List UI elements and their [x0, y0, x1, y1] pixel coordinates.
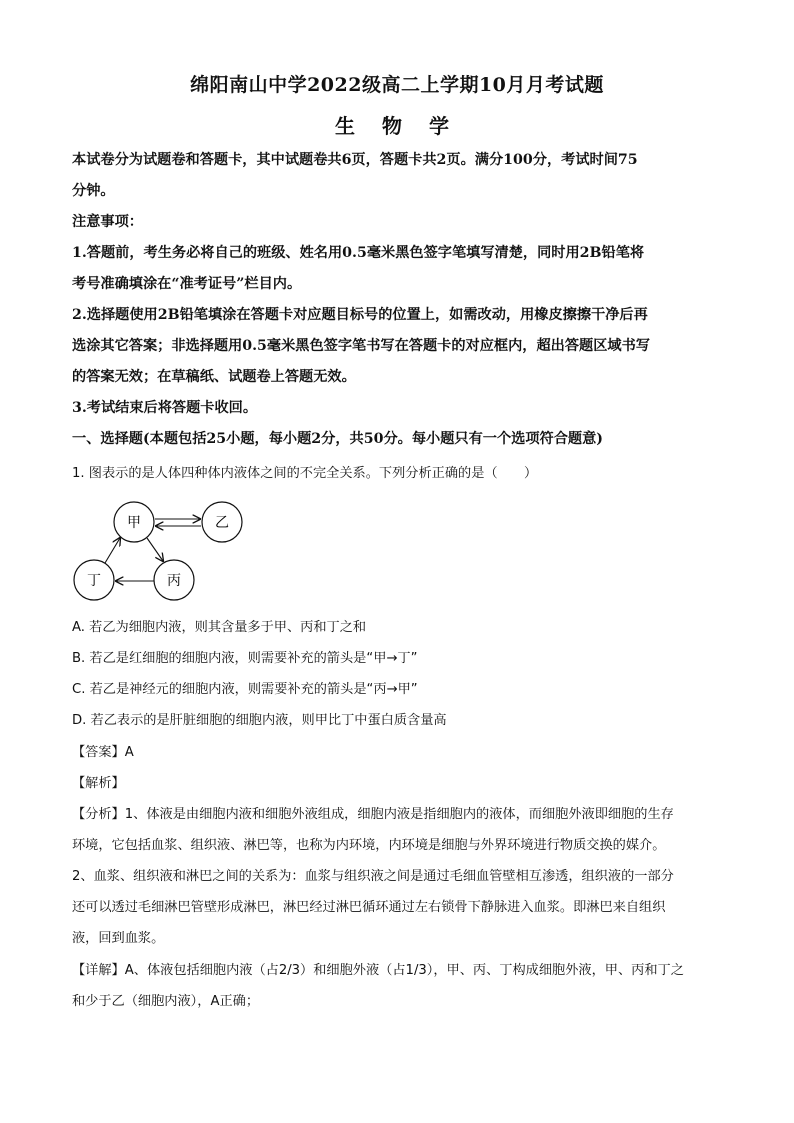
analysis-line: 和少于乙（细胞内液），A正确；	[72, 994, 260, 1009]
analysis-line: 【分析】1、体液是由细胞内液和细胞外液组成，细胞内液是指细胞内的液体，而细胞外液即细胞的生存	[72, 807, 674, 822]
arrow-jia-to-bing	[147, 538, 163, 561]
notes-heading: 注意事项：	[72, 214, 143, 230]
note-3: 3.考试结束后将答题卡收回。	[72, 400, 258, 416]
analysis-line: 2、血浆、组织液和淋巴之间的关系为：血浆与组织液之间是通过毛细血管壁相互渗透，组织液的一部分	[72, 869, 674, 884]
node-label-ding: 丁	[87, 573, 101, 589]
analysis-label: 【解析】	[72, 776, 125, 791]
analysis-line: 【详解】A、体液包括细胞内液（占2/3）和细胞外液（占1/3），甲、丙、丁构成细胞外液，甲、丙和丁之	[72, 963, 684, 978]
note-line: 1.答题前，考生务必将自己的班级、姓名用0.5毫米黑色签字笔填写清楚，同时用2B铅笔将	[72, 245, 645, 261]
analysis-line: 液，回到血浆。	[72, 931, 165, 946]
option-c: C. 若乙是神经元的细胞内液，则需要补充的箭头是“丙→甲”	[72, 682, 418, 697]
answer-line: 【答案】A	[72, 745, 134, 760]
detail-paragraph	[72, 955, 722, 1017]
analysis-line: 还可以透过毛细淋巴管壁形成淋巴，淋巴经过淋巴循环通过左右锁骨下静脉进入血浆。即淋巴来自组织	[72, 900, 666, 915]
section-heading: 一、选择题(本题包括25小题，每小题2分，共50分。每小题只有一个选项符合题意)	[72, 431, 603, 447]
intro-paragraph	[72, 145, 722, 207]
fluid-relationship-diagram	[70, 498, 250, 604]
note-line: 选涂其它答案；非选择题用0.5毫米黑色签字笔书写在答题卡的对应框内，超出答题区域书写	[72, 338, 650, 354]
arrow-ding-to-jia	[105, 538, 120, 563]
analysis-paragraph-2	[72, 861, 722, 954]
node-label-bing: 丙	[167, 573, 181, 589]
node-label-jia: 甲	[127, 515, 141, 531]
intro-line: 本试卷分为试题卷和答题卡，其中试题卷共6页，答题卡共2页。满分100分，考试时间75	[72, 152, 638, 168]
option-a: A. 若乙为细胞内液，则其含量多于甲、丙和丁之和	[72, 620, 367, 635]
subject-title: 生 物 学	[335, 114, 459, 138]
analysis-paragraph-1	[72, 799, 722, 861]
note-line: 2.选择题使用2B铅笔填涂在答题卡对应题目标号的位置上，如需改动，用橡皮擦擦干净后再	[72, 307, 648, 323]
page-title: 绵阳南山中学2022级高二上学期10月月考试题	[190, 74, 604, 96]
note-line: 的答案无效；在草稿纸、试题卷上答题无效。	[72, 369, 356, 385]
option-d: D. 若乙表示的是肝脏细胞的细胞内液，则甲比丁中蛋白质含量高	[72, 713, 447, 728]
node-label-yi: 乙	[215, 515, 229, 531]
note-1	[72, 238, 722, 300]
note-line: 考号准确填涂在“准考证号”栏目内。	[72, 276, 302, 292]
note-2	[72, 300, 722, 393]
analysis-line: 环境，它包括血浆、组织液、淋巴等，也称为内环境，内环境是细胞与外界环境进行物质交换的媒介。	[72, 838, 666, 853]
option-b: B. 若乙是红细胞的细胞内液，则需要补充的箭头是“甲→丁”	[72, 651, 418, 666]
intro-line: 分钟。	[72, 183, 115, 199]
question-stem: 1. 图表示的是人体四种体内液体之间的不完全关系。下列分析正确的是（ ）	[72, 466, 538, 481]
